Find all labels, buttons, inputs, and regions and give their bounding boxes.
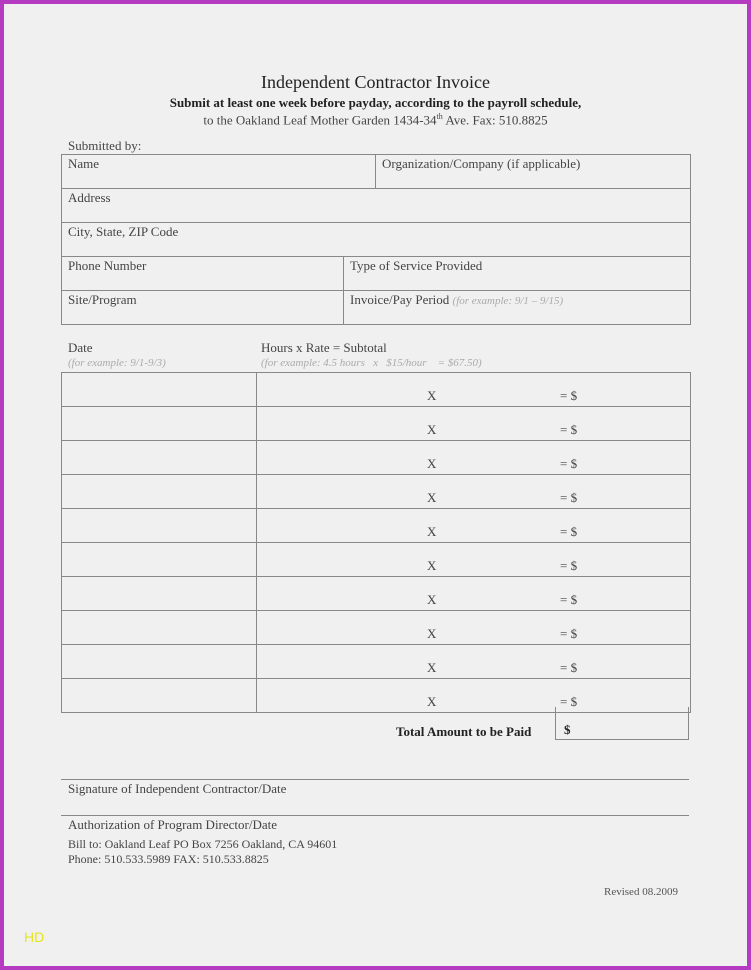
organization-field[interactable]: Organization/Company (if applicable): [375, 155, 690, 188]
date-cell[interactable]: [62, 611, 257, 644]
address-field[interactable]: Address: [68, 190, 111, 205]
table-row: [62, 543, 690, 577]
calc-cell[interactable]: X = $: [427, 388, 578, 403]
page-title: Independent Contractor Invoice: [261, 72, 490, 92]
hours-table: [61, 372, 691, 713]
signature-label: Signature of Independent Contractor/Date: [68, 781, 287, 796]
table-row: [62, 475, 690, 509]
date-hint: (for example: 9/1-9/3): [68, 357, 166, 369]
authorization-label: Authorization of Program Director/Date: [68, 817, 278, 832]
bill-to: Bill to: Oakland Leaf PO Box 7256 Oakland, CA 94601: [68, 837, 338, 851]
date-cell[interactable]: [62, 441, 257, 474]
table-row: [62, 577, 690, 611]
contractor-info-grid: [61, 154, 691, 325]
calc-cell[interactable]: X = $: [427, 592, 578, 607]
table-row: [62, 509, 690, 543]
pay-period-field[interactable]: Invoice/Pay Period (for example: 9/1 – 9/15): [343, 291, 690, 324]
billing-phone: Phone: 510.533.5989 FAX: 510.533.8825: [68, 852, 269, 866]
phone-field[interactable]: Phone Number: [68, 258, 147, 273]
invoice-page: [4, 4, 747, 966]
date-cell[interactable]: [62, 475, 257, 508]
calc-cell[interactable]: X = $: [427, 626, 578, 641]
service-type-field[interactable]: Type of Service Provided: [343, 257, 690, 290]
date-cell[interactable]: [62, 577, 257, 610]
hd-watermark: HD: [24, 929, 45, 945]
table-row: [62, 373, 690, 407]
calc-cell[interactable]: X = $: [427, 660, 578, 675]
table-row: [62, 645, 690, 679]
submitted-by-label: Submitted by:: [68, 138, 142, 153]
signature-line[interactable]: [61, 779, 689, 780]
date-cell[interactable]: [62, 407, 257, 440]
date-header: Date: [68, 340, 93, 355]
site-program-field[interactable]: Site/Program: [68, 292, 137, 307]
calc-cell[interactable]: X = $: [427, 558, 578, 573]
table-row: [62, 407, 690, 441]
date-cell[interactable]: [62, 645, 257, 678]
date-cell[interactable]: [62, 543, 257, 576]
table-row: [62, 441, 690, 475]
calc-cell[interactable]: X = $: [427, 524, 578, 539]
calc-cell[interactable]: X = $: [427, 490, 578, 505]
date-cell[interactable]: [62, 509, 257, 542]
name-field[interactable]: Name: [68, 156, 100, 171]
submit-address: to the Oakland Leaf Mother Garden 1434-34th Ave. Fax: 510.8825: [203, 112, 548, 128]
subtitle: Submit at least one week before payday, according to the payroll schedule,: [169, 95, 582, 110]
calc-cell[interactable]: X = $: [427, 422, 578, 437]
total-label: Total Amount to be Paid: [396, 724, 532, 739]
calc-header: Hours x Rate = Subtotal: [261, 340, 387, 355]
city-state-zip-field[interactable]: City, State, ZIP Code: [68, 224, 179, 239]
calc-hint: (for example: 4.5 hours x $15/hour = $67.50): [261, 357, 482, 369]
table-row: [62, 611, 690, 645]
authorization-line[interactable]: [61, 815, 689, 816]
date-cell[interactable]: [62, 679, 257, 712]
total-amount-field[interactable]: $: [555, 707, 689, 740]
revision-date: Revised 08.2009: [604, 886, 678, 898]
calc-cell[interactable]: X = $: [427, 694, 578, 709]
date-cell[interactable]: [62, 373, 257, 406]
calc-cell[interactable]: X = $: [427, 456, 578, 471]
